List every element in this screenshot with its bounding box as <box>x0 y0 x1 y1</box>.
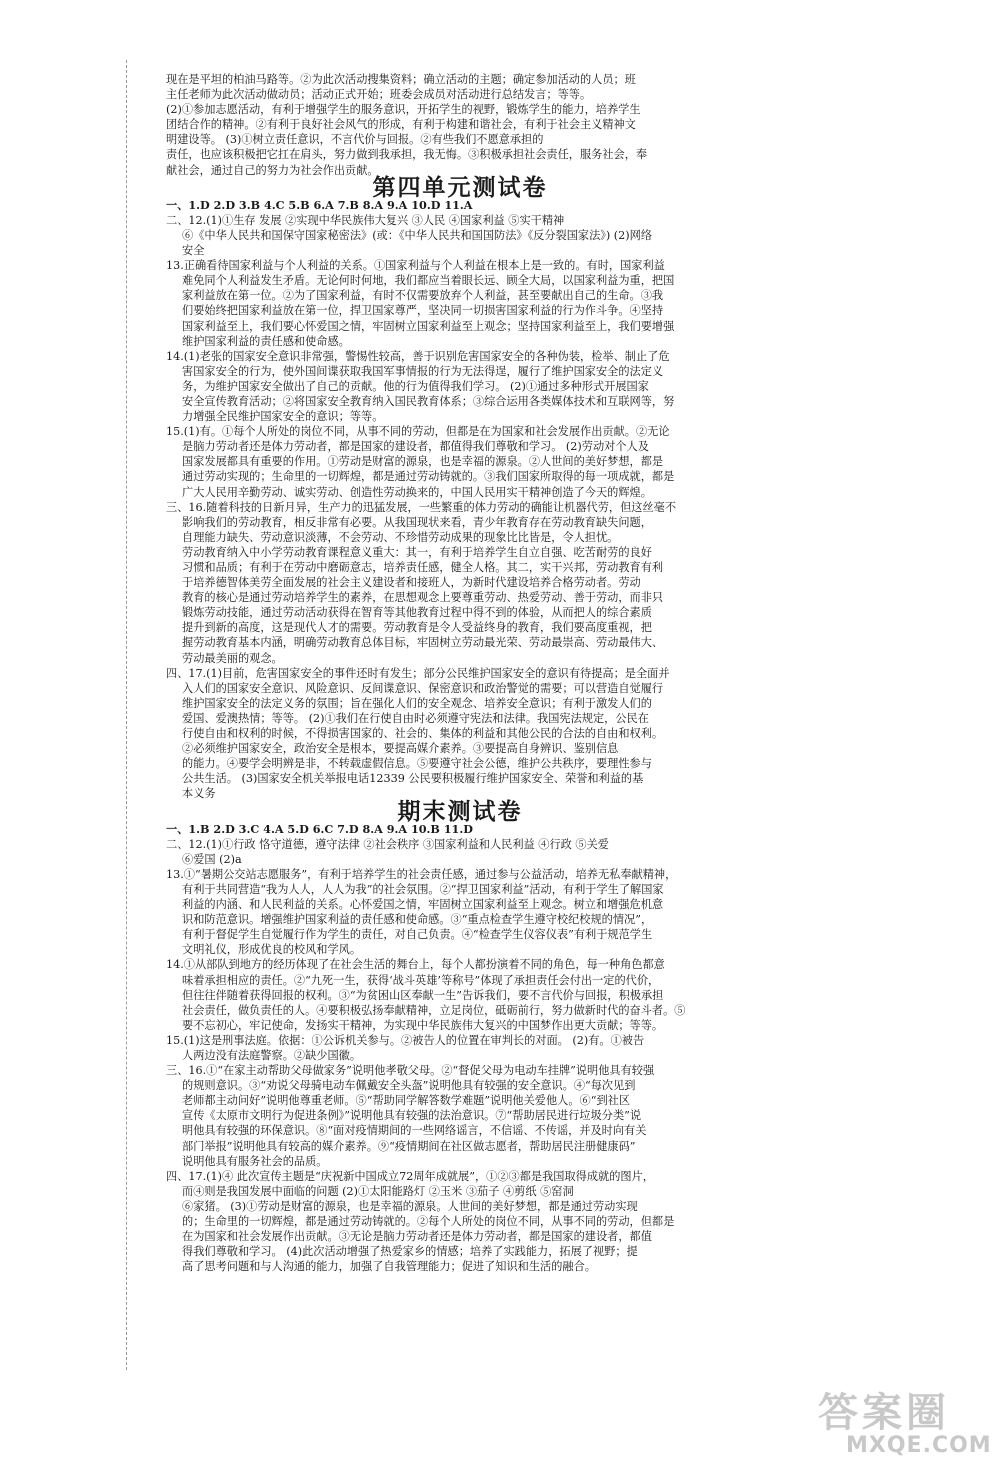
text-line: 责任，也应该积极把它扛在肩头，努力做到我承担，我无悔。③积极承担社会责任，服务社会，奉 <box>166 148 648 162</box>
text-line: 13.正确看待国家利益与个人利益的关系。①国家利益与个人利益在根本上是一致的。有时，国家利益 <box>166 259 665 273</box>
text-line: 爱国、爱澳热情；等等。 (2)①我们在行使自由时必须遵守宪法和法律。我国宪法规定，公民在 <box>182 711 649 725</box>
text-line: 习惯和品质；有利于在劳动中磨砺意志，培养责任感，健全人格。其二，实干兴邦，劳动教育有利 <box>182 561 664 574</box>
text-line: 有利于共同营造“我为人人，人人为我”的社会氛围。②“捍卫国家利益”活动，有利于学生了解国家 <box>182 882 664 896</box>
text-line: 的规则意识。③“劝说父母骑电动车佩戴安全头盔”说明他具有较强的安全意识。④“每次见到 <box>182 1079 636 1093</box>
text-line: ⑥家猪。 (3)①劳动是财富的源泉，也是幸福的源泉。人世间的美好梦想，都是通过劳动实现 <box>182 1199 638 1213</box>
text-line: 本义务 <box>182 787 216 801</box>
text-line: 务，为维护国家安全做出了自己的贡献。他的行为值得我们学习。 (2)①通过多种形式开展国家 <box>182 379 649 393</box>
text-line: 二、12.(1)①生存 发展 ②实现中华民族伟大复兴 ③人民 ④国家利益 ⑤实干精神 <box>166 213 565 227</box>
text-line: 的；生命里的一切辉煌，都是通过劳动铸就的。②每个人所处的岗位不同，从事不同的劳动，但都是 <box>182 1215 675 1229</box>
watermark-text-bottom: MXQE.COM <box>846 1433 992 1458</box>
text-line: 现在是平坦的柏油马路等。②为此次活动搜集资料；确立活动的主题；确定参加活动的人员；班 <box>166 73 636 86</box>
text-line: 教育的核心是通过劳动培养学生的素养，在思想观念上要尊重劳动、热爱劳动、善于劳动，而非只 <box>182 591 664 605</box>
text-line: 13.①“暑期公交站志愿服务”，有利于培养学生的社会责任感，通过参与公益活动，培养无私奉献精神， <box>166 867 677 881</box>
text-line: ⑥《中华人民共和国保守国家秘密法》(或：《中华人民共和国国防法》《反分裂国家法》) (2)网络 <box>182 228 653 242</box>
text-line: 难免同个人利益发生矛盾。无论何时何地，我们都应当着眼长远、顾全大局，以国家利益为重，把国 <box>182 274 675 288</box>
text-line: 宣传《太原市文明行为促进条例》”说明他具有较强的法治意识。⑦“帮助居民进行垃圾分类”说 <box>182 1109 642 1123</box>
text-line: 安全宣传教育活动；②将国家安全教育纳入国民教育体系；③综合运用各类媒体技术和互联网等，努 <box>182 394 675 408</box>
text-line: 安全 <box>182 244 205 258</box>
text-line: 四、17.(1)④ 此次宣传主题是“庆祝新中国成立72周年成就展”，①②③都是我国取得成就的图片， <box>166 1169 654 1183</box>
text-line: 于培养德智体美劳全面发展的社会主义建设者和接班人，为新时代建设培养合格劳动者。劳动 <box>182 576 641 590</box>
text-line: 文明礼仪，形成优良的校风和学风。 <box>182 943 362 957</box>
text-line: 有利于督促学生自觉履行作为学生的责任，对自己负责。④“检查学生仪容仪表”有利于规范学生 <box>182 928 653 942</box>
text-line: 公共生活。 (3)国家安全机关举报电话12339 公民要积极履行维护国家安全、荣誉和利益的基 <box>182 772 644 786</box>
binding-margin <box>112 60 127 1370</box>
text-line: 而④则是我国发展中面临的问题 (2)①太阳能路灯 ②玉米 ③茄子 ④剪纸 ⑤窑洞 <box>182 1184 574 1198</box>
unit4-section <box>166 198 754 802</box>
text-line: 部门举报”说明他具有较高的媒介素养。⑨“疫情期间在社区做志愿者，帮助居民注册健康码” <box>182 1139 636 1153</box>
text-line: 自理能力缺失、劳动意识淡薄，不会劳动、不珍惜劳动成果的现象比比皆是，令人担忧。 <box>182 530 619 544</box>
text-line: 维护国家安全的法定义务的氛围；旨在强化人们的安全观念、培养安全意识；有利于激发人们的 <box>182 696 652 710</box>
text-line: 劳动教育纳入中小学劳动教育课程意义重大：其一，有利于培养学生自立自强、吃苦耐劳的良好 <box>182 545 652 559</box>
text-line: 献社会，通过自己的努力为社会作出贡献。 <box>166 163 379 177</box>
unit4-title: 第四单元测试卷 <box>372 174 548 201</box>
text-line: 害国家安全的行为，使外国间谍获取我国军事情报的行为无法得逞，履行了维护国家安全的法定义 <box>182 364 664 378</box>
text-line: 社会责任，做负责任的人。④要积极弘扬奉献精神，立足岗位，砥砺前行，努力做新时代的奋斗者。⑤ <box>182 1003 686 1017</box>
text-line: 劳动最美丽的观念。 <box>182 651 283 665</box>
text-line: 家利益放在第一位。②为了国家利益，有时不仅需要放弃个人利益，甚至要献出自己的生命。③我 <box>182 289 664 303</box>
text-line: 利益的内涵、和人民利益的关系。心怀爱国之情，牢固树立国家利益至上观念。树立和增强危机意 <box>182 898 664 912</box>
text-line: 维护国家利益的责任感和使命感。 <box>182 334 350 348</box>
text-line: 明建设等。 (3)①树立责任意识，不言代价与回报。②有些我们不愿意承担的 <box>166 133 544 147</box>
text-line: 14.①从部队到地方的经历体现了在社会生活的舞台上，每个人都扮演着不同的角色，每一种角色都意 <box>166 958 665 972</box>
text-line: 一、1.D 2.D 3.B 4.C 5.B 6.A 7.B 8.A 9.A 10.D 11.A <box>166 197 473 212</box>
text-line: 们要始终把国家利益放在第一位，捍卫国家尊严，坚决同一切损害国家利益的行为作斗争。④坚持 <box>182 304 664 318</box>
text-line: 二、12.(1)①行政 恪守道德，遵守法律 ②社会秩序 ③国家利益和人民利益 ④行政 ⑤关爱 <box>166 837 609 851</box>
text-line: (2)①参加志愿活动，有利于增强学生的服务意识，开拓学生的视野，锻炼学生的能力，培养学生 <box>166 103 641 117</box>
text-line: 人两边没有法庭警察。②缺少国徽。 <box>182 1049 362 1062</box>
answer-page <box>166 72 754 1274</box>
text-line: 影响我们的劳动教育，相反非常有必要。从我国现状来看，青少年教育存在劳动教育缺失问题， <box>182 515 652 529</box>
text-line: 行使自由和权利的时候，不得损害国家的、社会的、集体的利益和其他公民的合法的自由和权利。 <box>182 727 664 741</box>
text-line: 味着承担相应的责任。②“九死一生，获得‘战斗英雄’等称号”体现了承担责任会付出一定的代价， <box>182 973 660 987</box>
text-line: 高了思考问题和与人沟通的能力，加强了自我管理能力；促进了知识和生活的融合。 <box>182 1260 596 1274</box>
text-line: 14.(1)老张的国家安全意识非常强，警惕性较高，善于识别危害国家安全的各种伪装，检举、制止了危 <box>166 349 670 363</box>
text-line: 的能力。④要学会明辨是非，不转载虚假信息。⑤要遵守社会公德，维护公共秩序，要理性参与 <box>182 757 652 771</box>
text-line: 三、16.随着科技的日新月异，生产力的迅猛发展，一些繁重的体力劳动的确能让机器代劳，但这丝毫不 <box>166 500 677 514</box>
text-line: 锻炼劳动技能，通过劳动活动获得在智育等其他教育过程中得不到的体验，从而把人的综合素质 <box>182 606 652 620</box>
text-line: 国家发展都具有重要的作用。①劳动是财富的源泉，也是幸福的源泉。②人世间的美好梦想，都是 <box>182 455 664 469</box>
text-line: 是脑力劳动者还是体力劳动者，都是国家的建设者，都值得我们尊敬和学习。 (2)劳动对个人及 <box>182 440 649 454</box>
text-line: 得我们尊敬和学习。 (4)此次活动增强了热爱家乡的情感；培养了实践能力，拓展了视野；提 <box>182 1245 638 1259</box>
text-line: 说明他具有服务社会的品质。 <box>182 1154 328 1168</box>
text-line: 明他具有较强的环保意识。⑧“面对疫情期间的一些网络谣言，不信谣、不传谣，并及时向有关 <box>182 1124 647 1138</box>
text-line: 识和防范意识。增强维护国家利益的责任感和使命感。③“重点检查学生遵守校纪校规的情况”， <box>182 913 653 927</box>
text-line: 国家利益至上，我们要心怀爱国之情，牢固树立国家利益至上观念；坚持国家利益至上，我们要增强 <box>182 319 675 333</box>
watermark-logo <box>818 1390 992 1462</box>
text-line: 要不忘初心，牢记使命，发扬实干精神，为实现中华民族伟大复兴的中国梦作出更大贡献；等等。 <box>182 1018 664 1032</box>
text-line: ②必须维护国家安全，政治安全是根本，要提高媒介素养。③要提高自身辨识、鉴别信息 <box>182 742 619 756</box>
text-line: 力增强全民维护国家安全的意识；等等。 <box>182 410 384 424</box>
text-line: 入人们的国家安全意识、风险意识、反间谍意识、保密意识和政治警觉的需要；可以营造自觉履行 <box>182 681 664 695</box>
text-line: 四、17.(1)目前，危害国家安全的事件还时有发生；部分公民维护国家安全的意识有待提高；是全面并 <box>166 666 670 680</box>
text-line: 一、1.B 2.D 3.C 4.A 5.D 6.C 7.D 8.A 9.A 10.B 11.D <box>166 821 473 836</box>
text-line: ⑥爱国 (2)a <box>182 852 242 866</box>
text-line: 三、16.①“在家主动帮助父母做家务”说明他孝敬父母。②“督促父母为电动车挂牌”说明他具有较强 <box>166 1064 655 1078</box>
text-line: 但往往伴随着获得回报的权利。③“为贫困山区奉献一生”告诉我们，要不言代价与回报，积极承担 <box>182 988 664 1002</box>
top-section <box>166 72 754 178</box>
final-title: 期末测试卷 <box>397 798 523 825</box>
text-line: 提升到新的高度，这是现代人才的需要。劳动教育是令人受益终身的教育，我们要高度重视，把 <box>182 621 652 635</box>
text-line: 握劳动教育基本内涵，明确劳动教育总体目标，牢固树立劳动最光荣、劳动最崇高、劳动最伟大、 <box>182 636 664 650</box>
text-line: 通过劳动实现的；生命里的一切辉煌，都是通过劳动铸就的。③我们国家所取得的每一项成就，都是 <box>182 470 675 484</box>
watermark-text-top: 答案圈 <box>818 1390 950 1436</box>
text-line: 广大人民用辛勤劳动、诚实劳动、创造性劳动换来的，中国人民用实干精神创造了今天的辉煌。 <box>182 485 652 499</box>
text-line: 老师都主动问好”说明他尊重老师。⑤“帮助同学解答数学难题”说明他关爱他人。⑥“到社区 <box>182 1094 631 1108</box>
text-line: 15.(1)这是刑事法庭。依据：①公诉机关参与。②被告人的位置在审判长的对面。 (2)有。①被告 <box>166 1033 645 1047</box>
text-line: 在为国家和社会发展作出贡献。③无论是脑力劳动者还是体力劳动者，都是国家的建设者，都值 <box>182 1230 652 1244</box>
text-line: 15.(1)有。①每个人所处的岗位不同，从事不同的劳动，但都是在为国家和社会发展作出贡献。②无论 <box>166 425 670 439</box>
text-line: 团结合作的精神。②有利于良好社会风气的形成，有利于构建和谐社会，有利于社会主义精神文 <box>166 118 636 132</box>
final-section <box>166 822 754 1275</box>
text-line: 主任老师为此次活动做动员；活动正式开始；班委会成员对活动进行总结发言；等等。 <box>166 88 592 102</box>
